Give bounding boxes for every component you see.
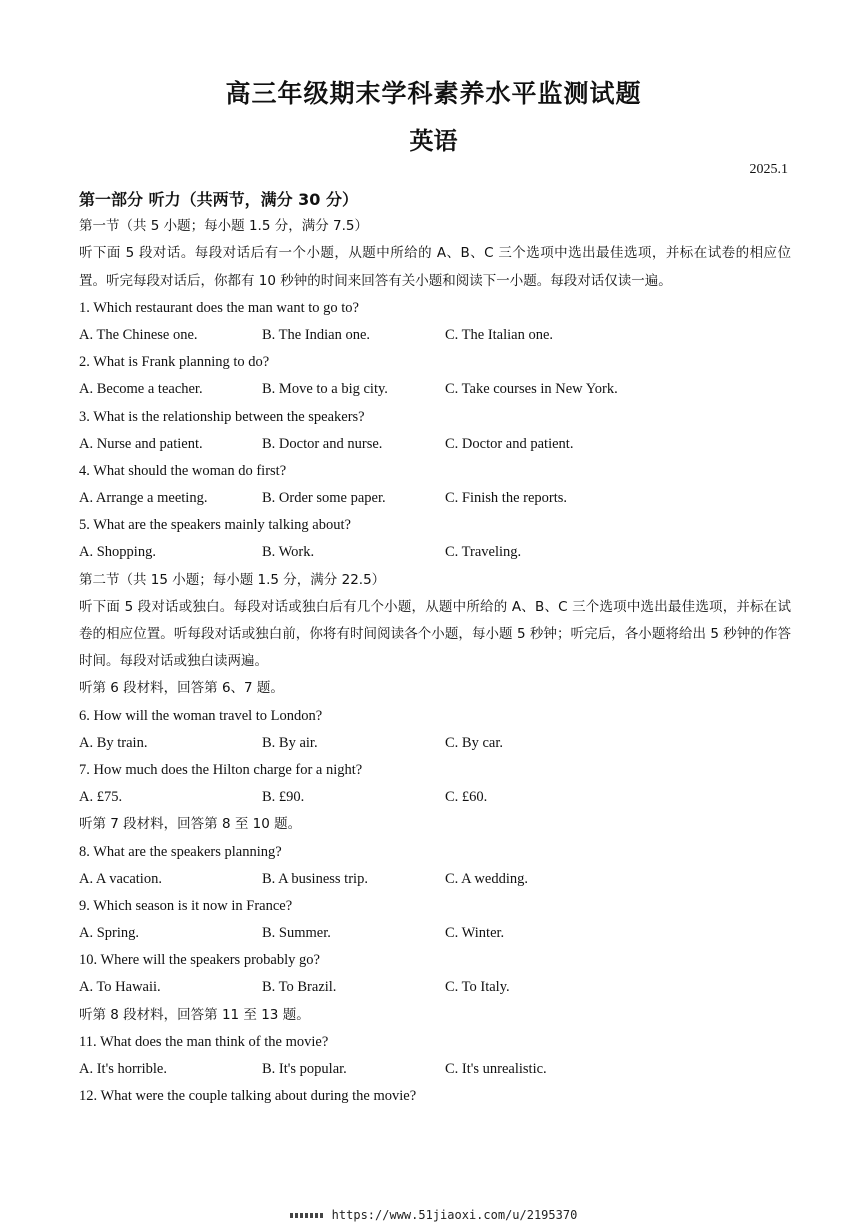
option-c: C. The Italian one. (445, 326, 554, 343)
option-c: C. A wedding. (445, 870, 528, 887)
footer-url: https://www.51jiaoxi.com/u/2195370 (331, 1208, 578, 1222)
option-a: A. Nurse and patient. (79, 435, 203, 452)
question-3: 3. What is the relationship between the speakers? (79, 408, 365, 425)
option-a: A. A vacation. (79, 870, 162, 887)
option-b: B. Order some paper. (262, 490, 386, 507)
option-c: C. Traveling. (445, 544, 522, 561)
question-2: 2. What is Frank planning to do? (79, 354, 270, 371)
question-7: 7. How much does the Hilton charge for a night? (79, 761, 363, 778)
question-9: 9. Which season is it now in France? (79, 897, 293, 914)
option-c: C. £60. (445, 789, 488, 806)
option-c: C. Doctor and patient. (445, 435, 574, 452)
question-1: 1. Which restaurant does the man want to go to? (79, 299, 359, 316)
question-10-options (79, 974, 791, 1001)
question-10: 10. Where will the speakers probably go? (79, 952, 320, 969)
material-8-label: 听第 8 段材料，回答第 11 至 13 题。 (79, 1006, 310, 1023)
material-7-label: 听第 7 段材料，回答第 8 至 10 题。 (79, 816, 302, 833)
option-b: B. A business trip. (262, 870, 368, 887)
question-6: 6. How will the woman travel to London? (79, 707, 323, 724)
exam-date: 2025.1 (749, 162, 788, 177)
option-b: B. Summer. (262, 925, 331, 942)
exam-title: 高三年级期末学科素养水平监测试题 (225, 79, 642, 108)
option-a: A. Spring. (79, 925, 140, 942)
option-b: B. It's popular. (262, 1061, 347, 1078)
question-2-options (79, 376, 791, 403)
section2-instructions: 听下面 5 段对话或独白。每段对话或独白后有几个小题，从题中所给的 A、B、C 三个选项中选出最佳选项，并标在试卷的相应位置。听每段对话或独白前，你将有时间阅读各个小题，每小题 5 秒钟；听完后，各小题将给出 5 秒钟的作答时间。每段对话或独白读两遍。 (79, 598, 791, 670)
page-footer (0, 1208, 867, 1222)
question-11-options (79, 1056, 791, 1083)
exam-content (79, 186, 791, 1110)
section1-instructions: 听下面 5 段对话。每段对话后有一个小题，从题中所给的 A、B、C 三个选项中选出最佳选项，并标在试卷的相应位置。听完每段对话后，你都有 10 秒钟的时间来回答有关小题和阅读下一小题。每段对话仅读一遍。 (79, 245, 791, 289)
material-6-label: 听第 6 段材料，回答第 6、7 题。 (79, 680, 284, 697)
section2-heading: 第二节（共 15 小题；每小题 1.5 分，满分 22.5） (79, 571, 386, 588)
section1-heading: 第一节（共 5 小题；每小题 1.5 分，满分 7.5） (79, 218, 368, 235)
option-a: A. £75. (79, 789, 123, 806)
option-b: B. Work. (262, 544, 315, 561)
option-a: A. It's horrible. (79, 1061, 167, 1078)
question-12: 12. What were the couple talking about during the movie? (79, 1088, 417, 1105)
option-c: C. It's unrealistic. (445, 1061, 547, 1078)
question-6-options (79, 730, 791, 757)
option-c: C. Winter. (445, 925, 505, 942)
question-4-options (79, 485, 791, 512)
option-a: A. To Hawaii. (79, 979, 161, 996)
question-5: 5. What are the speakers mainly talking about? (79, 517, 351, 534)
option-c: C. Take courses in New York. (445, 381, 618, 398)
question-3-options (79, 431, 791, 458)
exam-subject: 英语 (409, 127, 458, 155)
option-b: B. By air. (262, 734, 318, 751)
question-1-options (79, 322, 791, 349)
question-7-options (79, 784, 791, 811)
option-a: A. Shopping. (79, 544, 156, 561)
option-b: B. Doctor and nurse. (262, 435, 383, 452)
question-4: 4. What should the woman do first? (79, 462, 287, 479)
question-9-options (79, 920, 791, 947)
option-c: C. Finish the reports. (445, 490, 568, 507)
option-a: A. By train. (79, 734, 148, 751)
option-a: A. The Chinese one. (79, 326, 198, 343)
option-a: A. Become a teacher. (79, 381, 203, 398)
option-b: B. £90. (262, 789, 305, 806)
option-a: A. Arrange a meeting. (79, 490, 208, 507)
part1-heading: 第一部分 听力（共两节，满分 30 分） (79, 190, 358, 209)
option-c: C. To Italy. (445, 979, 510, 996)
option-b: B. The Indian one. (262, 326, 371, 343)
question-8-options (79, 866, 791, 893)
question-8: 8. What are the speakers planning? (79, 843, 282, 860)
footer-mark-icon (290, 1213, 324, 1218)
option-b: B. Move to a big city. (262, 381, 388, 398)
option-b: B. To Brazil. (262, 979, 337, 996)
question-5-options (79, 539, 791, 566)
question-11: 11. What does the man think of the movie? (79, 1033, 329, 1050)
option-c: C. By car. (445, 734, 503, 751)
